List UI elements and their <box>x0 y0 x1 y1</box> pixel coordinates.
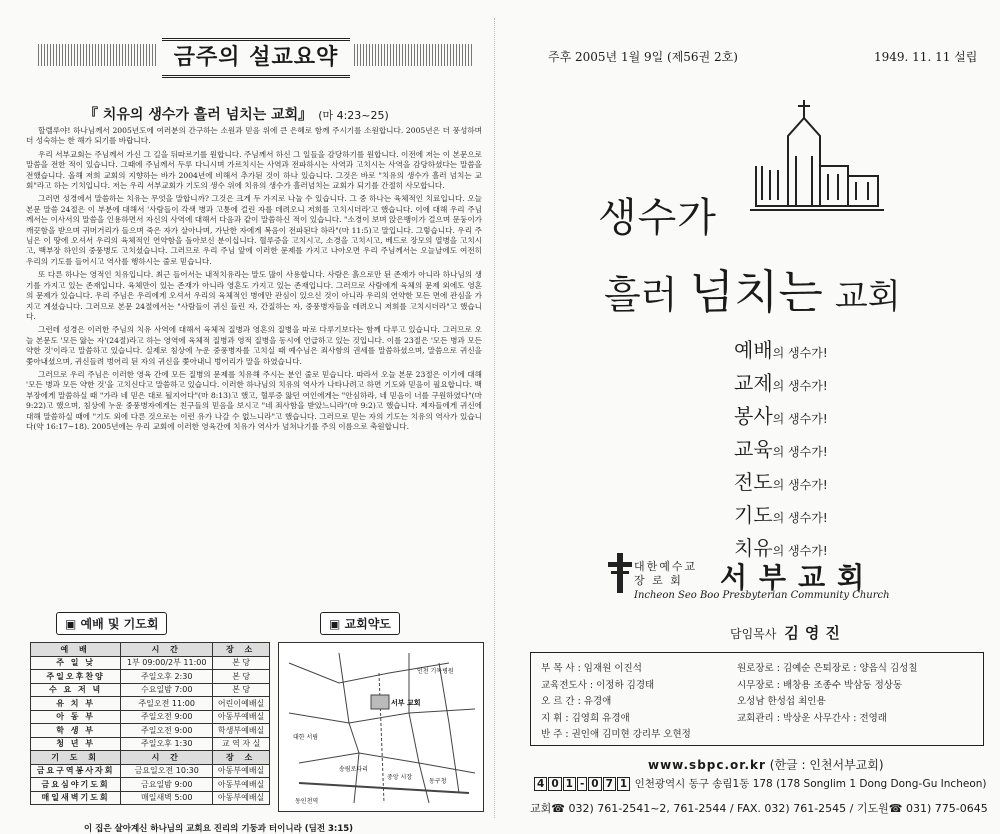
table-cell: 유 치 부 <box>31 697 121 711</box>
phone-numbers: 교회☎ 032) 761-2541~2, 761-2544 / FAX. 032) 761-2545 / 기도원☎ 031) 775-0645 <box>530 802 988 815</box>
table-cell: 금요구역봉사자회 <box>31 764 121 778</box>
issue-info: 주후 2005년 1월 9일 (제56권 2호) <box>548 50 738 64</box>
list-item <box>734 466 828 499</box>
church-name: 서부교회 <box>720 561 877 594</box>
sermon-paragraph: 그러므로 우리 주님은 이러한 영육 간에 모든 질병의 문제를 치유해 주시는 분인 줄로 믿습니다. 따라서 오늘 본문 23절은 이기에 대해 '모든 병과 모든 약한 것'을 고치신다고 말씀하고 있습니다. 이러한 하나님의 치유의 역사가 나타나려고 하면 기도와 믿음이 필요합니다. 백부장에게 말씀하실 때 "가라 네 믿은 대로 될지어다"(마 8:13)고 했고, 혈루증 앓던 여인에게는 "안심하라, 네 믿음이 너를 구원하였다"(마 9:22)고 했으며, 침상에 누운 중풍병자에게는 친구들의 믿음을 보시고 "네 죄사함을 받았느니라"(마 9:2)고 했습니다. 제자들에게 귀신에 대해 말씀하실 때에 "기도 외에 다른 것으로는 이런 유가 나갈 수 없느니라"고 했습니다. 그러므로 믿는 자의 기도는 치유의 역사가 있습니다(약 16:17~18). 2005년에는 우리 교회에 이러한 영육간에 치유가 역사가 넘쳐나기를 주의 이름으로 축원합니다. <box>26 369 482 431</box>
table-row <box>31 697 270 711</box>
church-map <box>278 642 484 812</box>
sermon-paragraph: 할렐루야! 하나님께서 2005년도에 여러분의 간구하는 소원과 믿음 위에 큰 은혜로 함께 주시기를 소원합니다. 2005년은 더 풍성하며 더 성숙하는 한 해가 되기를 바랍니다. <box>26 126 482 146</box>
col-header: 시 간 <box>121 751 213 765</box>
zip-digit: 0 <box>588 777 601 791</box>
page-fold <box>494 18 495 818</box>
list-item-keyword: 봉사 <box>734 404 773 428</box>
map-label: 대한 서림 <box>293 734 319 741</box>
table-cell: 주일오후 2:30 <box>121 670 213 684</box>
table-cell: 매일새벽기도회 <box>31 791 121 805</box>
table-cell: 아동부예배실 <box>213 764 270 778</box>
website: www.sbpc.or.kr (한글 : 인천서부교회) <box>648 758 884 772</box>
church-english-name: Incheon Seo Boo Presbyterian Community Church <box>634 590 890 601</box>
zip-digit: 1 <box>617 777 630 791</box>
table-cell: 매일새벽 5:00 <box>121 791 213 805</box>
map-label: 동구청 <box>429 778 447 785</box>
list-item <box>734 367 828 400</box>
staff-row: 시무장로 : 배창용 조종수 박삼동 정상동 <box>737 679 903 691</box>
table-cell: 수요일밤 7:00 <box>121 683 213 697</box>
schedule-title: ▣ 예배 및 기도회 <box>56 612 167 635</box>
church-building-icon <box>748 96 888 216</box>
table-cell: 학 생 부 <box>31 724 121 738</box>
staff-right <box>737 661 918 727</box>
map-label: 인천 기독병원 <box>417 668 454 675</box>
zip-code <box>534 778 631 790</box>
zip-digit: 1 <box>563 777 576 791</box>
list-item-suffix: 의 생수가! <box>772 346 828 360</box>
staff-box <box>530 652 984 746</box>
list-item-keyword: 교육 <box>734 437 773 461</box>
table-cell: 주일오후찬양 <box>31 670 121 684</box>
table-cell: 아동부예배실 <box>213 710 270 724</box>
header-decoration <box>38 44 158 66</box>
table-cell: 주일오전 9:00 <box>121 710 213 724</box>
sermon-paragraph: 또 다른 하나는 영적인 치유입니다. 최근 들어서는 내적치유라는 말도 많이 사용합니다. 사람은 흙으로만 된 존재가 아니라 하나님의 생기를 가지고 있는 존재입니다. 육체만이 있는 존재가 아니라 영혼도 가지고 있는 존재입니다. 그러므로 사람에게 육체의 문제 외에도 영혼의 문제가 있습니다. 우리 주님은 우리에게 오셔서 우리의 육체적인 병에만 관심이 있으신 것이 아니라 우리의 연약한 모든 면에 관심을 가지고 계셨습니다. 그러므로 본문 24절에서는 "사람들이 귀신 들린 자, 간질하는 자, 중풍병자들을 데려오니 저희를 고치시더라"고 했습니다. <box>26 270 482 321</box>
table-row <box>31 683 270 697</box>
zip-digit: 4 <box>534 777 547 791</box>
staff-row: 반 주 : 권인애 김미현 강리부 오현정 <box>541 729 691 740</box>
table-row <box>31 764 270 778</box>
sermon-panel <box>22 18 484 834</box>
table-cell: 금요심야기도회 <box>31 778 121 792</box>
table-cell: 금요일밤 9:00 <box>121 778 213 792</box>
table-row <box>31 710 270 724</box>
col-header: 예 배 <box>31 643 121 657</box>
sermon-paragraph: 우리 서부교회는 주님께서 가신 그 길을 뒤따르기를 원합니다. 주님께서 하신 그 일들을 감당하기를 원합니다. 이전에 저는 이 본문으로 말씀을 전한 적이 있습니다. 그때에 주님께서 두루 다니시며 가르치시는 사역과 전파하시는 사역과 고치시는 사역을 감당하셨다는 말씀을 전했습니다. 올해 저희 교회의 지향하는 바가 2004년에 비해서 추가된 것이 하나 있습니다. 그것은 바로 "치유의 생수가 흘러 넘치는 교회"라고 하는 기치입니다. 저는 우리 서부교회가 기도의 생수 위에 치유의 생수가 흘러넘치는 교회가 되기를 간절히 사모합니다. <box>26 149 482 191</box>
table-cell: 수 요 저 녁 <box>31 683 121 697</box>
map-label: 서부 교회 <box>391 699 421 707</box>
table-cell: 주일오전 11:00 <box>121 697 213 711</box>
zip-digit: 7 <box>603 777 616 791</box>
cover-panel <box>508 0 1000 833</box>
col-header: 장 소 <box>213 751 270 765</box>
staff-row: 교육전도사 : 이정하 김경태 <box>541 679 655 691</box>
map-label: 중앙 시장 <box>387 774 413 781</box>
table-cell: 1부 09:00/2부 11:00 <box>121 656 213 670</box>
cover-headline-1: 생수가 <box>598 195 717 241</box>
section-header <box>162 38 350 78</box>
schedule-table <box>30 642 270 805</box>
table-cell: 청 년 부 <box>31 737 121 751</box>
sermon-body <box>26 126 482 594</box>
table-cell: 아동부예배실 <box>213 791 270 805</box>
col-header: 기 도 회 <box>31 751 121 765</box>
staff-row: 교회관리 : 박상운 사무간사 : 전영래 <box>737 712 887 724</box>
staff-row: 오 르 간 : 유경애 <box>541 696 612 707</box>
footer-verse: 이 집은 살아계신 하나님의 교회요 진리의 기둥과 터이니라 (딤전 3:15) <box>84 824 354 834</box>
table-row <box>31 737 270 751</box>
table-cell: 주일오후 1:30 <box>121 737 213 751</box>
list-item <box>734 400 828 433</box>
staff-row: 오성남 한성섭 최인용 <box>737 696 826 707</box>
section-title: 금주의 설교요약 <box>173 45 339 70</box>
col-header: 장 소 <box>213 643 270 657</box>
sermon-title: 『 치유의 생수가 흘러 넘치는 교회』 (마 4:23~25) <box>84 107 389 123</box>
table-cell: 본 당 <box>213 683 270 697</box>
list-item <box>734 334 828 367</box>
table-cell: 주 일 낮 <box>31 656 121 670</box>
map-title: ▣ 교회약도 <box>320 612 400 635</box>
list-item-suffix: 의 생수가! <box>772 478 828 492</box>
col-header: 시 간 <box>121 643 213 657</box>
address: 4 0 1 - 0 7 1 인천광역시 동구 송림1동 178 (178 Songlim 1 Dong Dong-Gu Incheon) <box>534 776 987 791</box>
table-header-row <box>31 643 270 657</box>
list-item <box>734 433 828 466</box>
staff-row: 부 목 사 : 임재원 이진석 <box>541 663 642 674</box>
table-cell: 본 당 <box>213 670 270 684</box>
table-row <box>31 724 270 738</box>
senior-pastor: 담임목사 김영진 <box>730 624 846 642</box>
table-header-row <box>31 751 270 765</box>
list-item-suffix: 의 생수가! <box>772 544 828 558</box>
list-item-suffix: 의 생수가! <box>772 511 828 525</box>
header-decoration <box>354 44 474 66</box>
sermon-reference: (마 4:23~25) <box>318 109 389 122</box>
sermon-paragraph: 그런데 성경은 이러한 주님의 치유 사역에 대해서 육체적 질병과 영혼의 질병을 따로 다루기보다는 함께 다루고 있습니다. 그러므로 오늘 본문도 '모든 앓는 자'(24절)라고 하는 영역에 육체적 질병과 영적 질병을 동시에 언급하고 있는 것입니다. 이를 23절은 '모든 병과 모든 약한 것'이라고 말씀하고 있습니다. 실제로 침상에 누운 중풍병자를 고치실 때 예수님은 죄사함의 권세를 말씀하셨으며, 말씀으로 귀신을 쫓아내셨으며, 귀신들려 벙어리 된 자의 귀신을 쫓아내니 벙어리가 말을 하였습니다. <box>26 325 482 366</box>
map-label: 동인천역 <box>295 798 319 805</box>
map-drawing <box>279 643 483 811</box>
cover-list <box>734 334 828 565</box>
table-cell: 아동부예배실 <box>213 778 270 792</box>
list-item-suffix: 의 생수가! <box>772 379 828 393</box>
table-row <box>31 656 270 670</box>
list-item-keyword: 전도 <box>734 470 773 494</box>
list-item <box>734 499 828 532</box>
staff-left <box>541 661 691 744</box>
cover-headline-2: 흘러 넘치는 교회 <box>604 265 901 319</box>
table-cell: 금요일오전 10:30 <box>121 764 213 778</box>
denomination: 대한예수교 장 로 회 <box>634 560 698 587</box>
table-cell: 어린이예배실 <box>213 697 270 711</box>
list-item-keyword: 예배 <box>734 338 773 362</box>
table-row <box>31 670 270 684</box>
list-item-suffix: 의 생수가! <box>772 445 828 459</box>
list-item-suffix: 의 생수가! <box>772 412 828 426</box>
zip-digit: 0 <box>548 777 561 791</box>
map-label: 송림로타리 <box>339 766 368 773</box>
table-cell: 학생부예배실 <box>213 724 270 738</box>
list-item-keyword: 교제 <box>734 371 773 395</box>
founded-date: 1949. 11. 11 설립 <box>874 50 978 64</box>
table-cell: 아 동 부 <box>31 710 121 724</box>
staff-row: 원로장로 : 김예순 은퇴장로 : 양음식 김성칠 <box>737 663 918 674</box>
table-cell: 교 역 자 실 <box>213 737 270 751</box>
zip-digit: - <box>577 777 587 791</box>
table-cell: 주일오전 9:00 <box>121 724 213 738</box>
table-row <box>31 778 270 792</box>
staff-row: 지 휘 : 김영희 유경애 <box>541 712 630 724</box>
table-cell: 본 당 <box>213 656 270 670</box>
table-row <box>31 791 270 805</box>
cross-logo-icon <box>608 553 632 593</box>
list-item-keyword: 기도 <box>734 503 773 527</box>
sermon-paragraph: 그러면 성경에서 말씀하는 치유는 무엇을 말합니까? 그것은 크게 두 가지로 나눌 수 있습니다. 그 중 하나는 육체적인 치료입니다. 오늘 본문 말씀 24절은 이 부분에 대해서 '사람들이 각색 병과 고통에 걸린 자를 데려오니 저희를 고치시더라'고 했습니다. 이에 대해 우리 주님께서는 이사서의 말씀을 인용하면서 자신의 사역에 대해서 다음과 같이 말씀하신 적이 있습니다. "소경이 보며 앉은뱅이가 걸으며 문둥이가 깨끗함을 받으며 귀머거리가 들으며 죽은 자가 살아나며, 가난한 자에게 복음이 전파된다 하라"(마 11:5)고 말입니다. 그렇습니다. 우리 주님은 이 땅에 오셔서 우리의 육체적인 연약함을 돌아보신 분이십니다. 혈루증을 고치시고, 소경을 고치시고, 베드로 장모의 열병을 고치시고, 백부장 하인의 중풍병도 고치셨습니다. 그러므로 우리 주님 앞에 이러한 문제를 가지고 나아오면 우리 주님께서는 오늘날에도 여전히 우리의 기도를 들어시고 역사를 행하시는 줄로 믿습니다. <box>26 194 482 266</box>
list-item-keyword: 치유 <box>734 536 773 560</box>
